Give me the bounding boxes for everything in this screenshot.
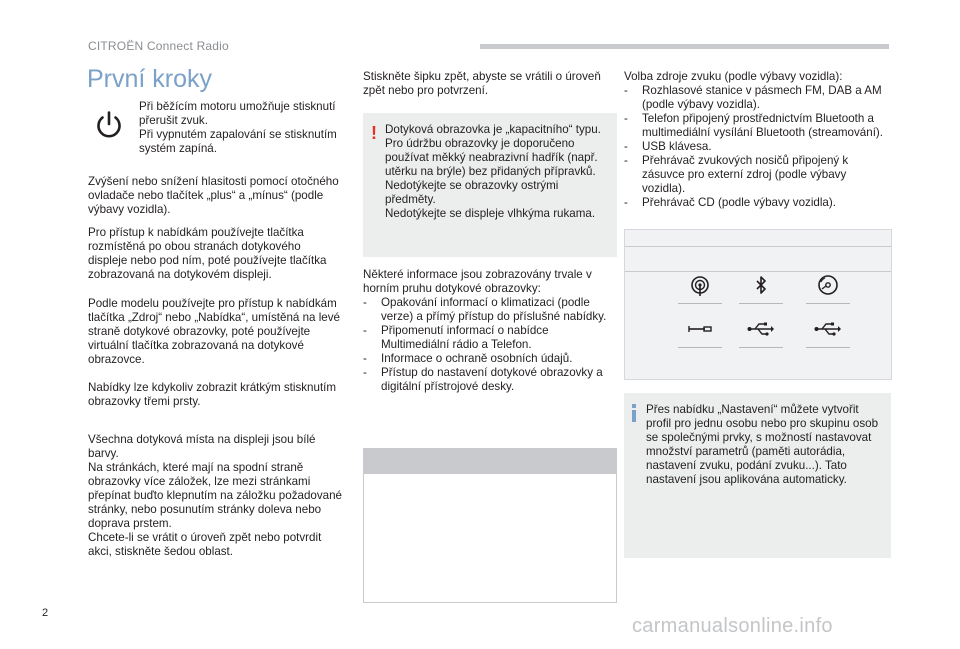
- info-text: Přes nabídku „Nastavení“ můžete vytvořit profil pro jednu osobu nebo pro skupinu osob se společnými prvky, s možností nastavovat množství parametrů (paměti autorádia, nastavení zvuku, podání zvuku...). Tato nastavení jsou aplikována automaticky.: [646, 403, 879, 486]
- audio-source-list: [624, 84, 892, 210]
- list-item: - Přístup do nastavení dotykové obrazovky a digitální přístrojové desky.: [363, 366, 618, 394]
- radio-icon: [678, 274, 722, 304]
- source-screen-illustration: [624, 229, 892, 380]
- header-brand: CITROËN Connect Radio: [88, 39, 229, 53]
- cd-icon: [806, 274, 850, 304]
- touch-zones-text-2: Na stránkách, které mají na spodní straně obrazovky více záložek, lze mezi stránkami přepínat buďto klepnutím na záložku požadované stránky, nebo posunutím stránky doleva nebo doprava prstem.: [88, 461, 342, 530]
- top-bar-list: [363, 296, 618, 394]
- list-item: - Informace o ochraně osobních údajů.: [363, 352, 618, 366]
- warning-line-4: Nedotýkejte se displeje vlhkýma rukama.: [385, 207, 596, 220]
- watermark: carmanualsonline.info: [632, 615, 833, 637]
- list-item: - Telefon připojený prostřednictvím Bluetooth a multimediální vysílání Bluetooth (streamování).: [624, 112, 892, 140]
- screen-illustration-placeholder: [363, 448, 617, 603]
- three-finger-paragraph: Nabídky lze kdykoliv zobrazit krátkým stisknutím obrazovky třemi prsty.: [88, 381, 337, 408]
- source-menu-paragraph: Podle modelu používejte pro přístup k nabídkám tlačítka „Zdroj“ nebo „Nabídka“, umístěná na levé straně dotykové obrazovky, poté používejte virtuální tlačítka zobrazovaná na dotykové obrazovce.: [88, 297, 340, 366]
- bluetooth-icon: [739, 274, 783, 304]
- audio-source-paragraph: Volba zdroje zvuku (podle výbavy vozidla):: [624, 70, 843, 83]
- aux-jack-icon: [678, 318, 722, 348]
- list-item: - Připomenutí informací o nabídce Multimediální rádio a Telefon.: [363, 324, 618, 352]
- power-description: [139, 100, 343, 156]
- header-divider: [480, 44, 889, 49]
- top-bar-paragraph: Některé informace jsou zobrazovány trvale v horním pruhu dotykové obrazovky:: [363, 268, 592, 295]
- info-box: [624, 393, 891, 558]
- power-text-2: Při vypnutém zapalování se stisknutím systém zapíná.: [139, 128, 337, 155]
- usb-icon: [739, 318, 783, 348]
- volume-paragraph: Zvýšení nebo snížení hlasitosti pomocí otočného ovladače nebo tlačítek „plus“ a „mínus“ (podle výbavy vozidla).: [88, 175, 339, 216]
- screen-divider: [625, 271, 891, 272]
- warning-icon: !: [371, 123, 377, 143]
- touch-zones-text-3: Chcete-li se vrátit o úroveň zpět nebo potvrdit akci, stiskněte šedou oblast.: [88, 531, 322, 558]
- touch-zones-text-1: Všechna dotyková místa na displeji jsou bílé barvy.: [88, 433, 316, 460]
- back-arrow-paragraph: Stiskněte šipku zpět, abyste se vrátili o úroveň zpět nebo pro potvrzení.: [363, 70, 601, 97]
- page-number: 2: [42, 607, 49, 619]
- info-icon: [631, 404, 636, 421]
- screen-divider: [625, 246, 891, 247]
- list-item: - Rozhlasové stanice v pásmech FM, DAB a AM (podle výbavy vozidla).: [624, 84, 892, 112]
- list-item: - Opakování informací o klimatizaci (podle verze) a přímý přístup do příslušné nabídky.: [363, 296, 618, 324]
- page-title: První kroky: [87, 65, 213, 93]
- power-icon: [92, 108, 126, 142]
- warning-box: [363, 113, 617, 257]
- usb-icon: [806, 318, 850, 348]
- touch-zones-paragraph: [88, 433, 343, 559]
- menu-buttons-paragraph: Pro přístup k nabídkám používejte tlačítka rozmístěná po obou stranách dotykového displeje nebo pod ním, poté používejte tlačítka zobrazovaná na dotykovém displeji.: [88, 226, 327, 281]
- placeholder-header-bar: [364, 449, 616, 474]
- list-item: - USB klávesa.: [624, 140, 892, 154]
- list-item: - Přehrávač CD (podle výbavy vozidla).: [624, 196, 892, 210]
- list-item: - Přehrávač zvukových nosičů připojený k zásuvce pro externí zdroj (podle výbavy vozidla).: [624, 154, 892, 196]
- warning-line-3: Nedotýkejte se obrazovky ostrými předměty.: [385, 179, 559, 206]
- warning-line-2: Pro údržbu obrazovky je doporučeno používat měkký neabrazivní hadřík (např. utěrku na brýle) bez přidaných přípravků.: [385, 137, 598, 178]
- warning-text: [385, 123, 611, 221]
- warning-line-1: Dotyková obrazovka je „kapacitního“ typu.: [385, 123, 601, 136]
- power-text: Při běžícím motoru umožňuje stisknutí přerušit zvuk.: [139, 100, 336, 127]
